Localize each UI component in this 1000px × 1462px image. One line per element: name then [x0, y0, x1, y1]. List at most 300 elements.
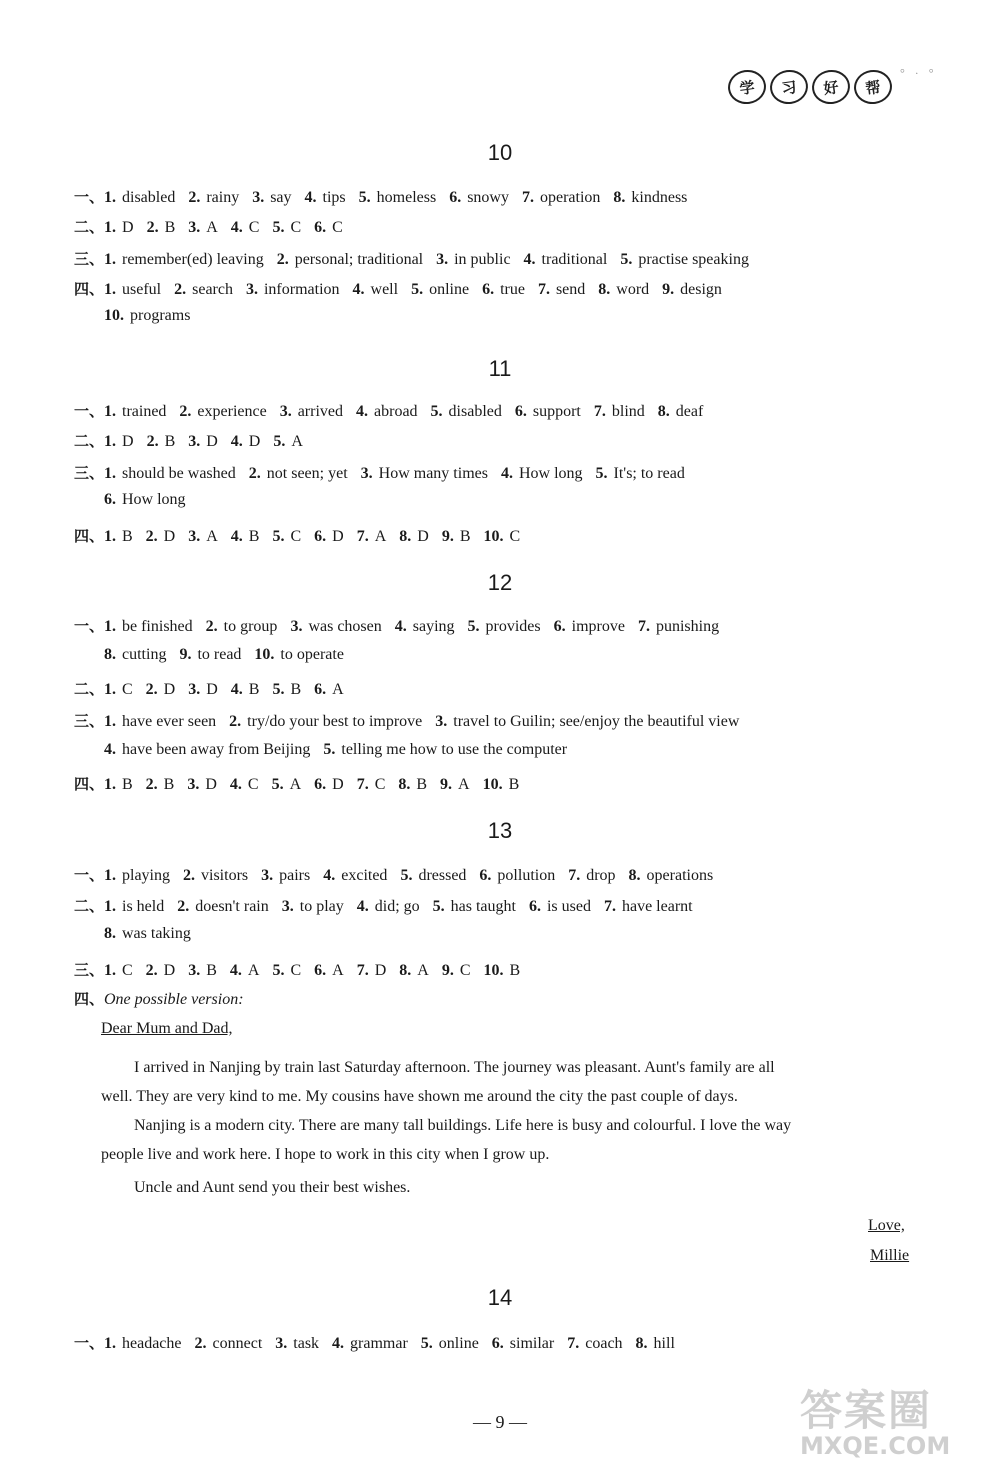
answer-text: well	[370, 281, 399, 298]
answer-text: similar	[509, 1335, 555, 1352]
section-11-title: 11	[488, 356, 512, 381]
essay-line: Nanjing is a modern city. There are many tall buildings. Life here is busy and colourful. I love the way	[134, 1117, 792, 1134]
answer-item	[146, 776, 175, 793]
answer-item	[183, 867, 248, 884]
answer-number: 2.	[145, 528, 158, 545]
answer-item	[636, 1335, 675, 1352]
answer-item	[272, 962, 301, 979]
answer-text: D	[206, 433, 218, 450]
answer-text: arrived	[297, 403, 344, 420]
part-label: 二、	[74, 680, 105, 698]
answer-item	[357, 962, 387, 979]
answer-text: D	[122, 219, 134, 236]
answer-text: doesn't rain	[195, 898, 269, 915]
answer-item	[484, 962, 521, 979]
answer-item	[147, 219, 176, 236]
answer-item	[620, 251, 749, 268]
answer-text: visitors	[201, 867, 249, 884]
essay-line: I arrived in Nanjing by train last Saturday afternoon. The journey was pleasant. Aunt's family are all	[134, 1059, 775, 1076]
answer-line	[104, 491, 199, 509]
answer-text: was chosen	[308, 618, 382, 635]
answer-number: 2.	[194, 1335, 207, 1352]
answer-item	[400, 867, 466, 884]
answer-number: 7.	[356, 776, 369, 793]
answer-number: 2.	[146, 433, 159, 450]
answer-item	[104, 219, 134, 236]
essay-greeting: Dear Mum and Dad,	[101, 1020, 233, 1037]
answer-item	[231, 433, 261, 450]
answer-text: to operate	[280, 646, 344, 663]
answer-item	[332, 1335, 408, 1352]
answer-number: 1.	[104, 618, 116, 635]
answer-item	[188, 189, 239, 206]
answer-text: D	[205, 776, 217, 793]
answer-text: travel to Guilin; see/enjoy the beautiful view	[453, 713, 740, 730]
answer-text: pairs	[279, 867, 311, 884]
answer-number: 10.	[254, 646, 275, 663]
answer-item	[280, 403, 343, 420]
answer-item	[323, 741, 567, 758]
answer-text: A	[291, 433, 303, 450]
answer-number: 4.	[304, 189, 317, 206]
answer-item	[638, 618, 719, 635]
answer-item	[147, 433, 176, 450]
answer-number: 2.	[205, 618, 218, 635]
part-label: 三、	[74, 464, 105, 482]
answer-line	[104, 307, 203, 325]
answer-number: 3.	[188, 681, 201, 698]
answer-item	[254, 646, 344, 663]
answer-number: 7.	[521, 189, 534, 206]
answer-number: 1.	[104, 962, 116, 979]
answer-text: pollution	[497, 867, 556, 884]
answer-number: 1.	[104, 1335, 116, 1352]
section-14-title: 14	[487, 1285, 513, 1310]
answer-number: 6.	[553, 618, 566, 635]
answer-text: personal; traditional	[294, 251, 424, 268]
answer-text: saying	[412, 618, 455, 635]
answer-item	[146, 962, 176, 979]
answer-item	[449, 189, 509, 206]
answer-text: connect	[212, 1335, 263, 1352]
answer-number: 3.	[436, 251, 449, 268]
answer-number: 7.	[593, 403, 606, 420]
answer-text: B	[122, 776, 133, 793]
answer-item	[188, 528, 218, 545]
answer-item	[252, 189, 291, 206]
watermark	[800, 1378, 950, 1460]
answer-item	[188, 681, 218, 698]
answer-number: 6.	[528, 898, 541, 915]
answer-item	[554, 618, 625, 635]
answer-number: 5.	[273, 433, 286, 450]
answer-item	[629, 867, 714, 884]
answer-item	[484, 528, 521, 545]
answer-text: B	[248, 681, 260, 698]
answer-text: homeless	[376, 189, 437, 206]
answer-text: support	[532, 403, 581, 420]
answer-number: 3.	[281, 898, 294, 915]
answer-item	[314, 528, 344, 545]
answer-text: A	[206, 219, 218, 236]
answer-line	[74, 710, 752, 731]
answer-item	[538, 281, 585, 298]
answer-item	[356, 403, 418, 420]
part-label: 一、	[74, 1334, 105, 1352]
answer-text: send	[555, 281, 586, 298]
answer-text: operations	[646, 867, 714, 884]
part-label: 四、	[74, 990, 105, 1008]
answer-number: 5.	[467, 618, 480, 635]
answer-number: 6.	[314, 962, 327, 979]
answer-line	[74, 400, 716, 421]
answer-text: to play	[299, 898, 344, 915]
answer-number: 6.	[482, 281, 495, 298]
answer-text: dressed	[418, 867, 467, 884]
answer-item	[314, 219, 343, 236]
answer-item	[314, 962, 344, 979]
answer-text: operation	[539, 189, 601, 206]
answer-item	[479, 867, 555, 884]
answer-item	[104, 281, 161, 298]
answer-number: 3.	[188, 528, 201, 545]
answer-number: 5.	[595, 465, 608, 482]
answer-item	[104, 925, 191, 942]
answer-number: 9.	[440, 776, 453, 793]
answer-item	[231, 528, 260, 545]
answer-number: 4.	[230, 528, 243, 545]
answer-number: 2.	[145, 681, 158, 698]
answer-number: 10.	[104, 307, 124, 324]
answer-item	[399, 962, 429, 979]
answer-number: 4.	[230, 219, 243, 236]
answer-item	[104, 465, 236, 482]
answer-text: task	[293, 1335, 320, 1352]
answer-text: blind	[611, 403, 645, 420]
answer-number: 4.	[356, 898, 369, 915]
answer-text: B	[206, 962, 217, 979]
answer-text: playing	[122, 867, 170, 884]
answer-text: B	[459, 528, 471, 545]
answer-number: 6.	[314, 776, 327, 793]
answer-item	[195, 1335, 263, 1352]
answer-text: C	[332, 219, 343, 236]
answer-text: telling me how to use the computer	[341, 741, 568, 758]
answer-text: C	[459, 962, 471, 979]
answer-item	[146, 681, 176, 698]
answer-line	[74, 430, 316, 451]
answer-text: D	[163, 962, 176, 979]
part-label: 三、	[74, 961, 105, 979]
answer-text: to read	[197, 646, 242, 663]
answer-number: 7.	[603, 898, 616, 915]
answer-item	[104, 776, 133, 793]
answer-item	[433, 898, 516, 915]
answer-item	[594, 403, 645, 420]
answer-text: online	[429, 281, 470, 298]
answer-item	[104, 433, 134, 450]
answer-text: improve	[571, 618, 625, 635]
answer-item	[104, 681, 133, 698]
answer-number: 5.	[420, 1335, 433, 1352]
answer-text: C	[122, 962, 133, 979]
answer-number: 3.	[261, 867, 274, 884]
answer-item	[230, 776, 259, 793]
part-label: 四、	[74, 775, 105, 793]
answer-item	[314, 681, 344, 698]
answer-item	[567, 1335, 622, 1352]
answer-number: 6.	[514, 403, 527, 420]
answer-number: 1.	[104, 898, 116, 915]
answer-number: 1.	[104, 528, 116, 545]
answer-number: 3.	[188, 219, 201, 236]
watermark-text: 答案圈	[800, 1386, 933, 1435]
answer-item	[442, 962, 471, 979]
answer-number: 8.	[104, 646, 116, 663]
answer-item	[282, 898, 344, 915]
answer-number: 5.	[432, 898, 445, 915]
answer-item	[323, 867, 387, 884]
answer-item	[272, 528, 301, 545]
answer-number: 1.	[104, 433, 116, 450]
answer-line	[104, 646, 357, 664]
answer-number: 6.	[314, 681, 327, 698]
answer-number: 9.	[662, 281, 675, 298]
answer-number: 5.	[272, 962, 285, 979]
answer-number: 5.	[411, 281, 424, 298]
answer-number: 7.	[537, 281, 550, 298]
answer-item	[146, 528, 176, 545]
answer-item	[421, 1335, 479, 1352]
answer-number: 8.	[104, 925, 116, 942]
answer-number: 2.	[177, 898, 190, 915]
essay-line: Uncle and Aunt send you their best wishes.	[134, 1179, 411, 1196]
answer-text: was taking	[122, 925, 191, 942]
answer-text: tips	[322, 189, 346, 206]
answer-item	[187, 776, 217, 793]
answer-item	[104, 867, 170, 884]
answer-number: 1.	[104, 189, 116, 206]
answer-number: 2.	[179, 403, 192, 420]
part-label: 三、	[74, 712, 105, 730]
answer-line	[74, 525, 533, 546]
answer-text: to group	[223, 618, 278, 635]
answer-number: 1.	[104, 465, 116, 482]
answer-number: 1.	[104, 219, 116, 236]
answer-text: B	[509, 962, 521, 979]
answer-number: 5.	[323, 741, 336, 758]
answer-number: 4.	[332, 1335, 345, 1352]
answer-line	[74, 216, 356, 237]
answer-number: 4.	[229, 776, 242, 793]
answer-line	[104, 741, 580, 759]
essay-line: well. They are very kind to me. My cousins have shown me around the city the past couple of days.	[101, 1088, 738, 1105]
answer-item	[662, 281, 722, 298]
part-label: 四、	[74, 527, 105, 545]
answer-number: 4.	[500, 465, 513, 482]
answer-item	[104, 1335, 182, 1352]
answer-number: 2.	[146, 219, 159, 236]
answer-text: It's; to read	[613, 465, 685, 482]
answer-item	[104, 962, 133, 979]
essay-intro-line	[74, 988, 244, 1009]
header-logo	[728, 70, 892, 104]
answer-item	[596, 465, 685, 482]
answer-number: 3.	[187, 776, 200, 793]
answer-item	[482, 281, 525, 298]
answer-item	[174, 281, 233, 298]
answer-number: 5.	[272, 681, 285, 698]
answer-text: true	[500, 281, 525, 298]
answer-text: A	[332, 681, 344, 698]
answer-text: trained	[122, 403, 167, 420]
answer-text: deaf	[675, 403, 704, 420]
answer-text: has taught	[450, 898, 516, 915]
part-label: 一、	[74, 402, 105, 420]
answer-text: C	[248, 219, 260, 236]
answer-item	[442, 528, 471, 545]
answer-text: experience	[197, 403, 267, 420]
answer-item	[515, 403, 581, 420]
answer-number: 6.	[314, 219, 327, 236]
answer-item	[230, 962, 260, 979]
answer-item	[399, 528, 429, 545]
answer-number: 3.	[279, 403, 292, 420]
answer-text: How long	[122, 491, 186, 508]
answer-text: cutting	[122, 646, 167, 663]
answer-text: information	[263, 281, 340, 298]
answer-text: B	[164, 433, 176, 450]
answer-text: remember(ed) leaving	[122, 251, 264, 268]
answer-item	[229, 713, 422, 730]
answer-number: 2.	[183, 867, 195, 884]
answer-text: should be washed	[122, 465, 236, 482]
answer-number: 8.	[598, 281, 611, 298]
answer-item	[440, 776, 470, 793]
answer-text: rainy	[206, 189, 240, 206]
answer-item	[604, 898, 693, 915]
answer-item	[522, 189, 600, 206]
answer-text: have learnt	[621, 898, 693, 915]
answer-number: 3.	[245, 281, 258, 298]
answer-item	[104, 646, 166, 663]
answer-number: 6.	[449, 189, 462, 206]
answer-item	[411, 281, 469, 298]
part-label: 三、	[74, 250, 105, 268]
answer-item	[275, 1335, 319, 1352]
answer-item	[104, 713, 216, 730]
answer-text: B	[508, 776, 520, 793]
answer-item	[206, 618, 278, 635]
answer-text: A	[332, 962, 344, 979]
answer-number: 10.	[482, 776, 503, 793]
answer-number: 1.	[104, 713, 116, 730]
answer-number: 2.	[145, 962, 158, 979]
answer-item	[353, 281, 399, 298]
answer-text: punishing	[655, 618, 720, 635]
answer-number: 3.	[290, 618, 303, 635]
answer-line	[74, 1332, 688, 1353]
essay-intro: One possible version:	[104, 991, 244, 1008]
answer-number: 4.	[104, 741, 116, 758]
answer-item	[104, 618, 193, 635]
answer-number: 4.	[356, 403, 369, 420]
answer-item	[436, 251, 510, 268]
answer-number: 6.	[491, 1335, 504, 1352]
answer-number: 9.	[441, 962, 454, 979]
answer-text: kindness	[631, 189, 688, 206]
answer-text: C	[290, 528, 302, 545]
answer-text: headache	[122, 1335, 182, 1352]
answer-item	[435, 713, 739, 730]
section-13-title: 13	[487, 818, 513, 843]
logo-char: 好	[810, 68, 852, 107]
answer-item	[398, 776, 427, 793]
answer-line	[74, 895, 706, 916]
logo-char: 习	[768, 68, 810, 107]
answer-text: programs	[130, 307, 191, 324]
answer-item	[431, 403, 502, 420]
answer-item	[104, 741, 310, 758]
answer-item	[658, 403, 704, 420]
answer-item	[277, 251, 423, 268]
answer-text: in public	[454, 251, 511, 268]
answer-line	[74, 186, 700, 207]
answer-number: 8.	[398, 776, 411, 793]
answer-number: 9.	[441, 528, 454, 545]
answer-item	[598, 281, 649, 298]
section-10-title: 10	[487, 140, 513, 165]
answer-item	[231, 681, 260, 698]
answer-item	[357, 776, 386, 793]
part-label: 一、	[74, 188, 105, 206]
answer-text: is held	[122, 898, 165, 915]
essay-signature: Millie	[870, 1247, 910, 1264]
answer-number: 1.	[104, 867, 116, 884]
answer-item	[104, 898, 164, 915]
answer-number: 7.	[568, 867, 581, 884]
answer-number: 4.	[323, 867, 336, 884]
answer-text: D	[122, 433, 134, 450]
answer-text: D	[332, 528, 344, 545]
answer-number: 4.	[229, 962, 242, 979]
answer-number: 7.	[567, 1335, 580, 1352]
answer-text: A	[289, 776, 302, 793]
answer-item	[104, 528, 133, 545]
answer-number: 1.	[104, 681, 116, 698]
answer-text: have ever seen	[122, 713, 217, 730]
answer-item	[188, 962, 217, 979]
part-label: 二、	[74, 897, 105, 915]
answer-number: 8.	[399, 962, 412, 979]
answer-line	[74, 959, 533, 980]
answer-text: C	[509, 528, 521, 545]
answer-line	[74, 462, 698, 483]
answer-line	[74, 615, 732, 636]
answer-text: hill	[653, 1335, 675, 1352]
answer-number: 8.	[628, 867, 641, 884]
answer-text: A	[247, 962, 260, 979]
answer-item	[188, 219, 218, 236]
answer-text: B	[290, 681, 302, 698]
answer-text: practise speaking	[638, 251, 749, 268]
answer-text: is used	[546, 898, 591, 915]
answer-item	[179, 646, 241, 663]
answer-text: drop	[586, 867, 616, 884]
answer-item	[492, 1335, 554, 1352]
answer-text: coach	[585, 1335, 623, 1352]
answer-number: 4.	[230, 681, 243, 698]
